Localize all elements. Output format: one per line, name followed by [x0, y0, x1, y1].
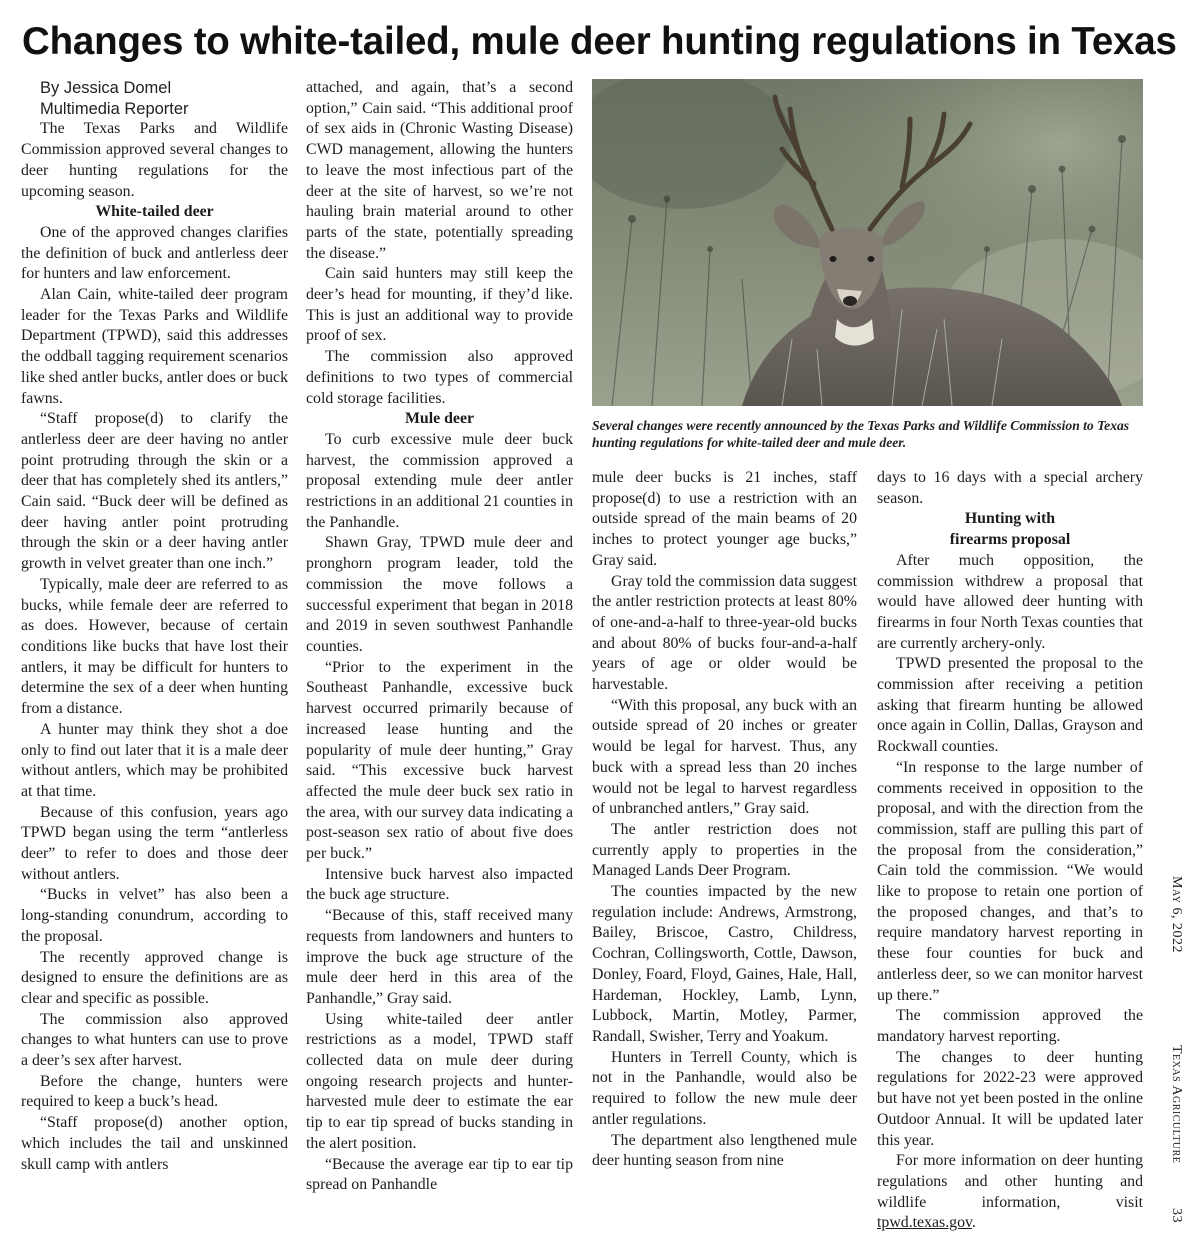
- article-paragraph: The commission also approved definitions to two types of commercial cold storage facilities.: [306, 348, 573, 407]
- deer-photo: [592, 79, 1143, 406]
- article-paragraph: mule deer bucks is 21 inches, staff propose(d) to use a restriction with an outside spread of the main beams of 20 inches to protect younger age bucks,” Gray said.: [592, 469, 857, 569]
- article-paragraph: Before the change, hunters were required to keep a buck’s head.: [21, 1072, 288, 1111]
- article-column-2: [306, 78, 573, 1238]
- issue-date: May 6, 2022: [1169, 876, 1184, 953]
- article-column-1: [21, 78, 288, 1238]
- article-paragraph: A hunter may think they shot a doe only to find out later that it is a male deer without antlers, which may be prohibited at that time.: [21, 720, 288, 800]
- article-paragraph: “Because the average ear tip to ear tip spread on Panhandle: [306, 1155, 573, 1194]
- article-paragraph: Shawn Gray, TPWD mule deer and pronghorn program leader, told the commission the move follows a successful experiment that began in 2018 and 2019 in seven southwest Panhandle counties.: [306, 534, 573, 655]
- article-paragraph: Because of this confusion, years ago TPWD began using the term “antlerless deer” to refer to does and those deer without antlers.: [21, 803, 288, 883]
- link-period: .: [971, 1214, 976, 1232]
- article-paragraph: “Staff propose(d) another option, which includes the tail and unskinned skull camp with antlers: [21, 1114, 288, 1173]
- article-paragraph: Intensive buck harvest also impacted the buck age structure.: [306, 865, 573, 904]
- article-paragraph: “Prior to the experiment in the Southeast Panhandle, excessive buck harvest occurred primarily because of increased lease hunting and the popularity of mule deer hunting,” Gray said. “This excessive buck harvest affected the mule deer buck sex ratio in the area, with our survey data indicating a post-season sex ratio of about five does per buck.”: [306, 658, 573, 863]
- article-paragraph: The changes to deer hunting regulations for 2022-23 were approved but have not yet been posted in the online Outdoor Annual. It will be updated later this year.: [877, 1048, 1143, 1149]
- article-paragraph: Gray told the commission data suggest the antler restriction protects at least 80% of one-and-a-half to three-year-old bucks and about 80% of bucks four-and-a-half years of age or older would be harvestable.: [592, 572, 857, 694]
- article-paragraph: The commission approved the mandatory harvest reporting.: [877, 1007, 1143, 1045]
- article-paragraph: Typically, male deer are referred to as bucks, while female deer are referred to as does. However, because of certain conditions like bucks that have lost their antlers, it may be difficult for hunters to determine the sex of a deer when hunting from a distance.: [21, 575, 288, 718]
- article-paragraph: “With this proposal, any buck with an outside spread of 20 inches or greater would be legal for harvest. Thus, any buck with a spread less than 20 inches would not be legal to harvest regardless of unbranched antlers,” Gray said.: [592, 696, 857, 818]
- article-paragraph: “Because of this, staff received many requests from landowners and hunters to improve the buck age structure of the mule deer herd in this area of the Panhandle,” Gray said.: [306, 907, 573, 1007]
- article-paragraph: The recently approved change is designed to ensure the definitions are as clear and specific as possible.: [21, 948, 288, 1007]
- article-paragraph: attached, and again, that’s a second option,” Cain said. “This additional proof of sex aids in (Chronic Wasting Disease) CWD management, allowing the hunters to leave the most infectious part of the deer at the site of harvest, so we’re not hauling brain material around to other parts of the state, potentially spreading the disease.”: [306, 79, 573, 262]
- publication-name: Texas Agriculture: [1169, 1045, 1184, 1164]
- section-heading: Mule deer: [404, 410, 475, 428]
- section-heading: Hunting with: [964, 510, 1056, 528]
- article-paragraph: After much opposition, the commission withdrew a proposal that would have allowed deer hunting with firearms in four North Texas counties that are currently archery-only.: [877, 551, 1143, 652]
- article-paragraph: Hunters in Terrell County, which is not in the Panhandle, would also be required to follow the new mule deer antler regulations.: [592, 1048, 857, 1128]
- section-heading: White-tailed deer: [95, 203, 214, 221]
- headline: Changes to white-tailed, mule deer hunting regulations in Texas: [22, 20, 1177, 63]
- article-paragraph: “In response to the large number of comments received in opposition to the proposal, and with the direction from the commission, staff are pulling this part of the proposal from the consideration,” Cain told the commission. “We would like to propose to retain one portion of the proposed changes, and that’s to require mandatory harvest reporting in these four counties for buck and antlerless deer, so we can monitor harvest up there.”: [877, 758, 1143, 1004]
- deer-photo-illustration: [592, 79, 1143, 406]
- article-paragraph: The counties impacted by the new regulation include: Andrews, Armstrong, Bailey, Briscoe, Castro, Childress, Cochran, Collingsworth, Cottle, Dawson, Donley, Foard, Floyd, Gaines, Hale, Hall, Hardeman, Hockley, Lamb, Lynn, Lubbock, Martin, Motley, Parmer, Randall, Swisher, Terry and Yoakum.: [592, 883, 857, 1045]
- section-heading: firearms proposal: [949, 531, 1071, 549]
- article-column-3: [592, 468, 857, 1238]
- article-paragraph: “Bucks in velvet” has also been a long-standing conundrum, according to the proposal.: [21, 886, 288, 945]
- article-paragraph: Cain said hunters may still keep the deer’s head for mounting, if they’d like. This is just an additional way to provide proof of sex.: [306, 265, 573, 345]
- article-paragraph: days to 16 days with a special archery season.: [877, 469, 1143, 507]
- article-paragraph: Alan Cain, white-tailed deer program leader for the Texas Parks and Wildlife Department (TPWD), said this addresses the oddball tagging requirement scenarios like shed antler bucks, antler does or buck fawns.: [21, 286, 288, 407]
- byline-author: By Jessica Domel: [40, 79, 172, 97]
- tpwd-link[interactable]: tpwd.texas.gov: [877, 1214, 972, 1232]
- article-paragraph: The department also lengthened mule deer hunting season from nine: [592, 1131, 857, 1170]
- article-paragraph: To curb excessive mule deer buck harvest, the commission approved a proposal extending mule deer antler restrictions in an additional 21 counties in the Panhandle.: [306, 430, 573, 531]
- article-paragraph: The Texas Parks and Wildlife Commission approved several changes to deer hunting regulations for the upcoming season.: [21, 120, 288, 200]
- article-paragraph: For more information on deer hunting regulations and other hunting and wildlife information, visit tpwd.texas.gov.: [877, 1152, 1143, 1232]
- byline-role: Multimedia Reporter: [40, 99, 189, 118]
- article-paragraph: The antler restriction does not currently apply to properties in the Managed Lands Deer Program.: [592, 820, 857, 880]
- article-paragraph: Using white-tailed deer antler restrictions as a model, TPWD staff collected data on mule deer during ongoing research projects and hunter-harvested mule deer to estimate the ear tip to ear tip spread of bucks standing in the alert position.: [306, 1010, 573, 1152]
- article-paragraph: “Staff propose(d) to clarify the antlerless deer are deer having no antler point protruding through the skin or a deer that has completely shed its antlers,” Cain said. “Buck deer will be defined as deer having antler point protruding through the skin or a deer having antler growth in velvet greater than one inch.”: [21, 410, 288, 573]
- article-paragraph: TPWD presented the proposal to the commission after receiving a petition asking that firearm hunting be allowed once again in Collin, Dallas, Grayson and Rockwall counties.: [877, 655, 1143, 756]
- page-number: 33: [1169, 1208, 1184, 1223]
- article-column-4: [877, 468, 1143, 1238]
- photo-caption: Several changes were recently announced by the Texas Parks and Wildlife Commission to Texas hunting regulations for white-tailed deer and mule deer.: [592, 418, 1130, 450]
- article-paragraph: The commission also approved changes to what hunters can use to prove a deer’s sex after harvest.: [21, 1010, 288, 1070]
- article-paragraph: One of the approved changes clarifies the definition of buck and antlerless deer for hunters and law enforcement.: [21, 223, 288, 283]
